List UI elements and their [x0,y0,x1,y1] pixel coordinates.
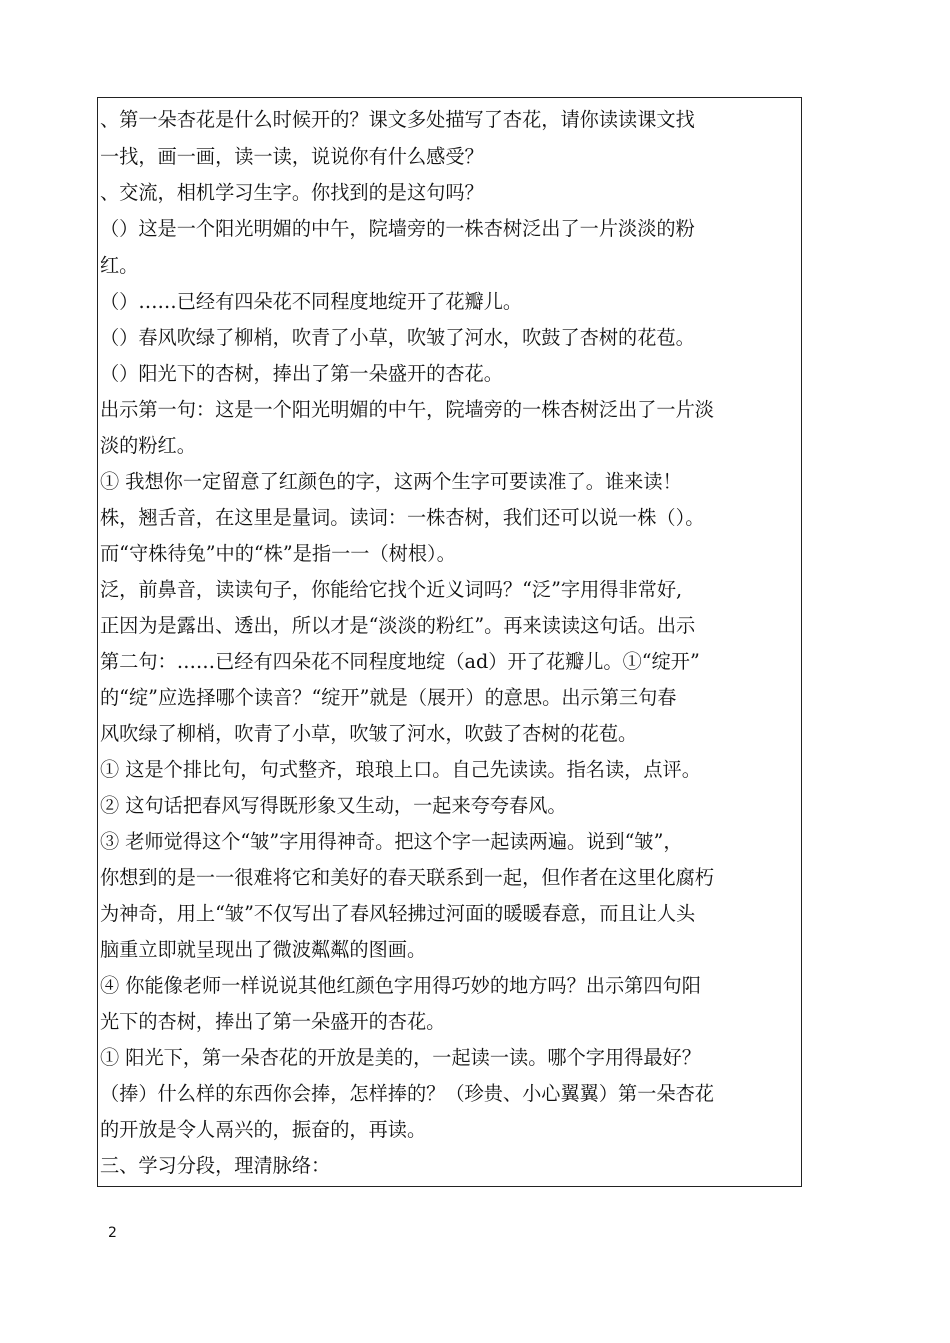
text-line: （）阳光下的杏树，捧出了第一朵盛开的杏花。 [100,362,503,385]
text-line: ③ 老师觉得这个“皱”字用得神奇。把这个字一起读两遍。说到“皱”， [100,830,683,853]
text-line: ① 阳光下，第一朵杏花的开放是美的，一起读一读。哪个字用得最好？ [100,1046,701,1069]
text-line: （）……已经有四朵花不同程度地绽开了花瓣儿。 [100,290,523,313]
text-line: 、交流，相机学习生字。你找到的是这句吗？ [100,181,484,204]
text-line: 脑重立即就呈现出了微波粼粼的图画。 [100,938,427,961]
text-line: 一找，画一画，读一读，说说你有什么感受？ [100,145,484,168]
text-line: （）这是一个阳光明媚的中午，院墙旁的一株杏树泛出了一片淡淡的粉 [100,217,695,240]
text-line: （捧）什么样的东西你会捧，怎样捧的？（珍贵、小心翼翼）第一朵杏花 [100,1082,714,1105]
text-line: 风吹绿了柳梢，吹青了小草，吹皱了河水，吹鼓了杏树的花苞。 [100,722,638,745]
text-line: 第二句：……已经有四朵花不同程度地绽（ad）开了花瓣儿。①“绽开” [100,650,700,673]
text-line: 的开放是令人鬲兴的，振奋的，再读。 [100,1118,427,1141]
text-line: 正因为是露出、透出，所以才是“淡淡的粉红”。再来读读这句话。出示 [100,614,696,637]
text-line: ④ 你能像老师一样说说其他红颜色字用得巧妙的地方吗？出示第四句阳 [100,974,701,997]
text-line: ② 这句话把春风写得既形象又生动，一起来夸夸春风。 [100,794,567,817]
text-line: 淡的粉红。 [100,434,196,457]
text-line: 而“守株待兔”中的“株”是指一一（树根）。 [100,542,456,565]
text-line: 为神奇，用上“皱”不仅写出了春风轻拂过河面的暖暖春意，而且让人头 [100,902,696,925]
text-line: 三、学习分段，理清脉络： [100,1154,331,1177]
text-line: 红。 [100,254,139,277]
text-line: 光下的杏树，捧出了第一朵盛开的杏花。 [100,1010,446,1033]
text-line: 你想到的是一一很难将它和美好的春天联系到一起，但作者在这里化腐朽 [100,866,714,889]
text-line: ① 我想你一定留意了红颜色的字，这两个生字可要读准了。谁来读！ [100,470,682,493]
text-line: （）春风吹绿了柳梢，吹青了小草，吹皱了河水，吹鼓了杏树的花苞。 [100,326,695,349]
text-line: 株，翘舌音，在这里是量词。读词：一株杏树，我们还可以说一株（）。 [100,506,705,529]
text-line: 出示第一句：这是一个阳光明媚的中午，院墙旁的一株杏树泛出了一片淡 [100,398,714,421]
text-line: 、第一朵杏花是什么时候开的？课文多处描写了杏花，请你读读课文找 [100,108,695,131]
text-line: ① 这是个排比句，句式整齐，琅琅上口。自己先读读。指名读，点评。 [100,758,701,781]
text-line: 的“绽”应选择哪个读音？“绽开”就是（展开）的意思。出示第三句春 [100,686,677,709]
page-number: 2 [108,1225,117,1241]
text-line: 泛，前鼻音，读读句子，你能给它找个近义词吗？“泛”字用得非常好, [100,578,683,601]
